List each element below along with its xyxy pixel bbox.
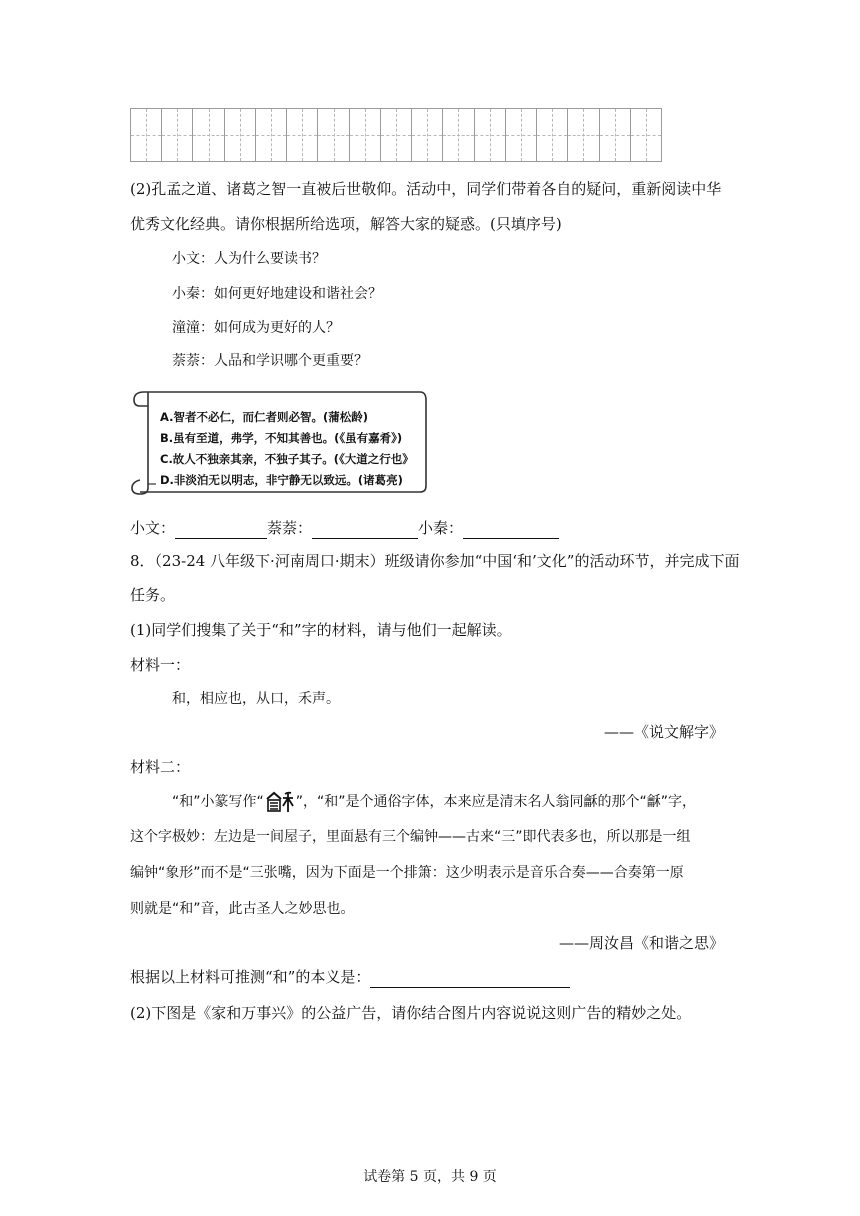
q7-part2-line2: 优秀文化经典。请你根据所给选项，解答大家的疑惑。(只填序号)	[130, 215, 562, 233]
grid-cell[interactable]	[193, 109, 224, 161]
grid-cell[interactable]	[131, 109, 162, 161]
q8-part1: (1)同学们搜集了关于“和”字的材料，请与他们一起解读。	[130, 621, 512, 639]
grid-cell[interactable]	[287, 109, 318, 161]
q8-line1: 8．（23-24 八年级下·河南周口·期末）班级请你参加“中国‘和’文化”的活动环节，并完成下面	[130, 552, 740, 570]
option-c: C.故人不独亲其亲，不独子其子。(《大道之行也》	[160, 452, 414, 466]
grid-cell[interactable]	[600, 109, 631, 161]
material2-line3: 编钟“象形”而不是“三张嘴，因为下面是一个排箫：这少明表示是音乐合奏——合奏第一原	[130, 865, 684, 881]
grid-cell[interactable]	[537, 109, 568, 161]
grid-cell[interactable]	[443, 109, 474, 161]
material2-line2: 这个字极妙：左边是一间屋子，里面悬有三个编钟——古来“三”即代表多也，所以那是一组	[130, 829, 691, 845]
material1-source: ——《说文解字》	[603, 723, 724, 741]
options-scroll	[130, 388, 430, 496]
answer-blank-xiaowen[interactable]	[175, 520, 267, 539]
infer-row	[130, 966, 570, 988]
q8-line2: 任务。	[130, 586, 176, 604]
material2-label: 材料二：	[130, 758, 191, 776]
question-tongtong: 潼潼：如何成为更好的人？	[172, 320, 340, 336]
grid-cell[interactable]	[412, 109, 443, 161]
grid-cell[interactable]	[506, 109, 537, 161]
writing-grid[interactable]	[130, 108, 662, 162]
grid-cell[interactable]	[381, 109, 412, 161]
material2-line1-end: ”，“和”是个通俗字体，本来应是清末名人翁同龢的那个“龢”字，	[295, 794, 697, 810]
grid-cell[interactable]	[631, 109, 661, 161]
grid-cell[interactable]	[475, 109, 506, 161]
material1-label: 材料一：	[130, 656, 191, 674]
question-xiaowen: 小文：人为什么要读书？	[172, 251, 326, 267]
grid-cell[interactable]	[162, 109, 193, 161]
material1-text: 和，相应也，从口，禾声。	[172, 691, 340, 707]
question-xiaoqin: 小秦：如何更好地建设和谐社会？	[172, 286, 382, 302]
option-d: D.非淡泊无以明志，非宁静无以致远。(诸葛亮)	[160, 473, 403, 487]
material2-line1	[172, 790, 696, 814]
grid-cell[interactable]	[256, 109, 287, 161]
grid-cell[interactable]	[568, 109, 599, 161]
q7-part2-line1: (2)孔孟之道、诸葛之智一直被后世敬仰。活动中，同学们带着各自的疑问，重新阅读中华	[130, 180, 722, 198]
answer-blank-xiaoqin[interactable]	[463, 520, 559, 539]
answer-label-xiaowen: 小文：	[130, 519, 176, 537]
material2-line1-start: “和”小篆写作“	[172, 794, 264, 810]
answer-row	[130, 517, 559, 539]
grid-cell[interactable]	[225, 109, 256, 161]
infer-answer-blank[interactable]	[370, 969, 570, 988]
material2-source: ——周汝昌《和谐之思》	[558, 934, 724, 952]
question-naina: 萘萘：人品和学识哪个更重要？	[172, 353, 368, 369]
grid-cell[interactable]	[350, 109, 381, 161]
page-footer: 试卷第 5 页，共 9 页	[363, 1169, 497, 1185]
answer-label-naina: 萘萘：	[267, 519, 313, 537]
option-a: A.智者不必仁，而仁者则必智。(蒲松龄)	[160, 410, 368, 424]
option-b: B.虽有至道，弗学，不知其善也。(《虽有嘉肴》)	[160, 431, 403, 445]
infer-prompt: 根据以上材料可推测“和”的本义是：	[130, 968, 371, 986]
material2-line4: 则就是“和”音，此古圣人之妙思也。	[130, 901, 355, 917]
seal-script-he-icon	[264, 790, 296, 814]
answer-label-xiaoqin: 小秦：	[418, 519, 464, 537]
grid-cell[interactable]	[318, 109, 349, 161]
q8-part2: (2)下图是《家和万事兴》的公益广告，请你结合图片内容说说这则广告的精妙之处。	[130, 1004, 692, 1022]
answer-blank-naina[interactable]	[312, 520, 418, 539]
